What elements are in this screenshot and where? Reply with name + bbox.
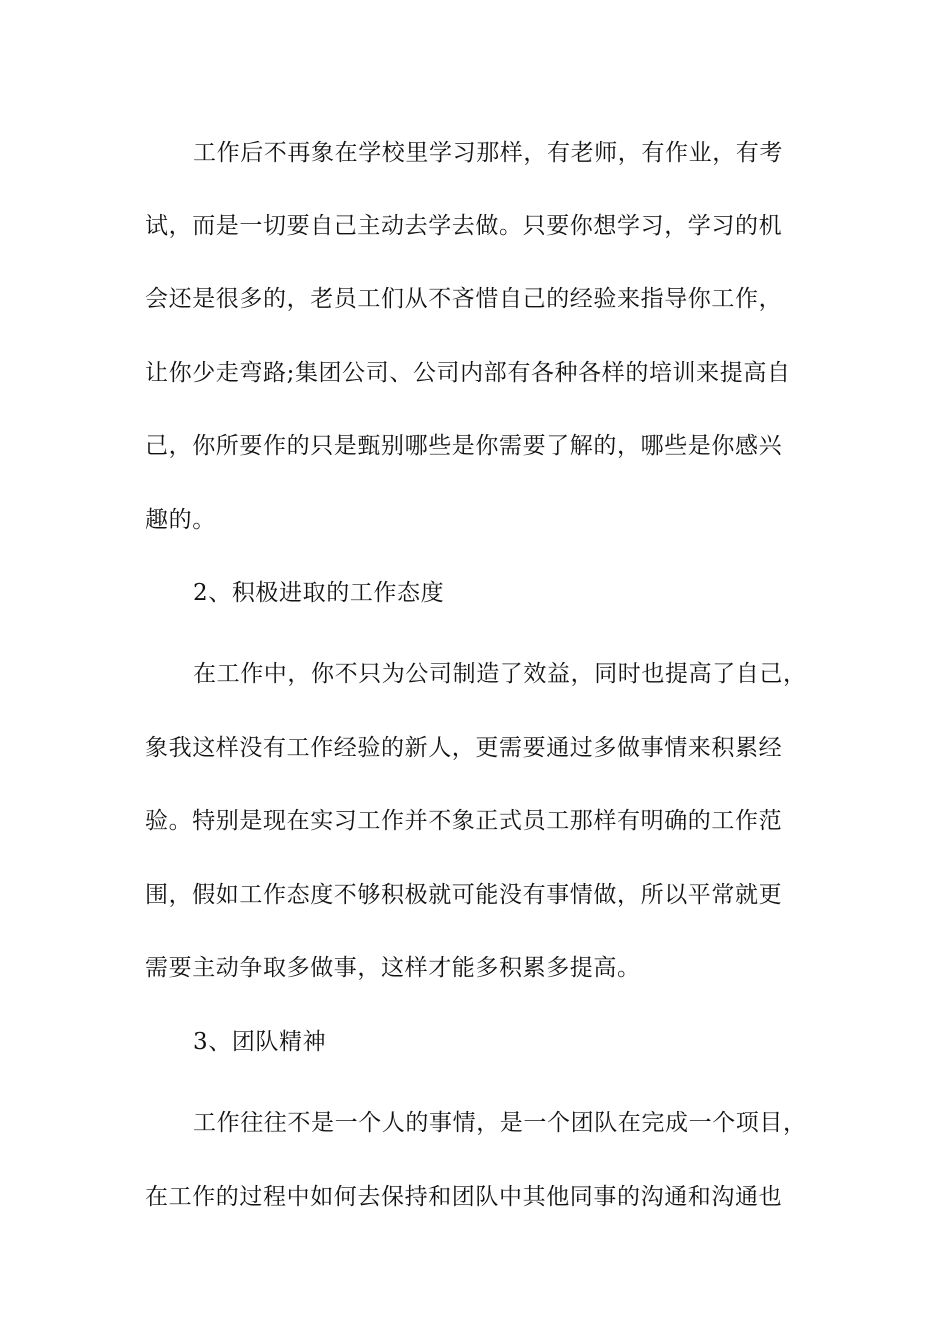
paragraph-line: 在工作的过程中如何去保持和团队中其他同事的沟通和沟通也 [145,1184,783,1210]
paragraph-line: 工作后不再象在学校里学习那样，有老师，有作业，有考 [193,140,783,166]
paragraph-line: 象我这样没有工作经验的新人，更需要通过多做事情来积累经 [145,735,783,761]
paragraph-line: 需要主动争取多做事，这样才能多积累多提高。 [145,955,641,981]
paragraph-line: 试，而是一切要自己主动去学去做。只要你想学习，学习的机 [145,213,783,239]
paragraph-line: 验。特别是现在实习工作并不象正式员工那样有明确的工作范 [145,808,783,834]
paragraph-line: 趣的。 [145,507,216,533]
paragraph-line: 己，你所要作的只是甄别哪些是你需要了解的，哪些是你感兴 [145,433,783,459]
paragraph-line: 会还是很多的，老员工们从不吝惜自己的经验来指导你工作， [145,286,783,312]
section-heading: 2、积极进取的工作态度 [193,580,445,606]
paragraph-line: 工作往往不是一个人的事情，是一个团队在完成一个项目， [193,1110,807,1136]
section-heading: 3、团队精神 [193,1029,327,1055]
paragraph-line: 在工作中，你不只为公司制造了效益，同时也提高了自己， [193,661,807,687]
paragraph-line: 让你少走弯路;集团公司、公司内部有各种各样的培训来提高自 [145,360,791,386]
paragraph-line: 围，假如工作态度不够积极就可能没有事情做，所以平常就更 [145,882,783,908]
